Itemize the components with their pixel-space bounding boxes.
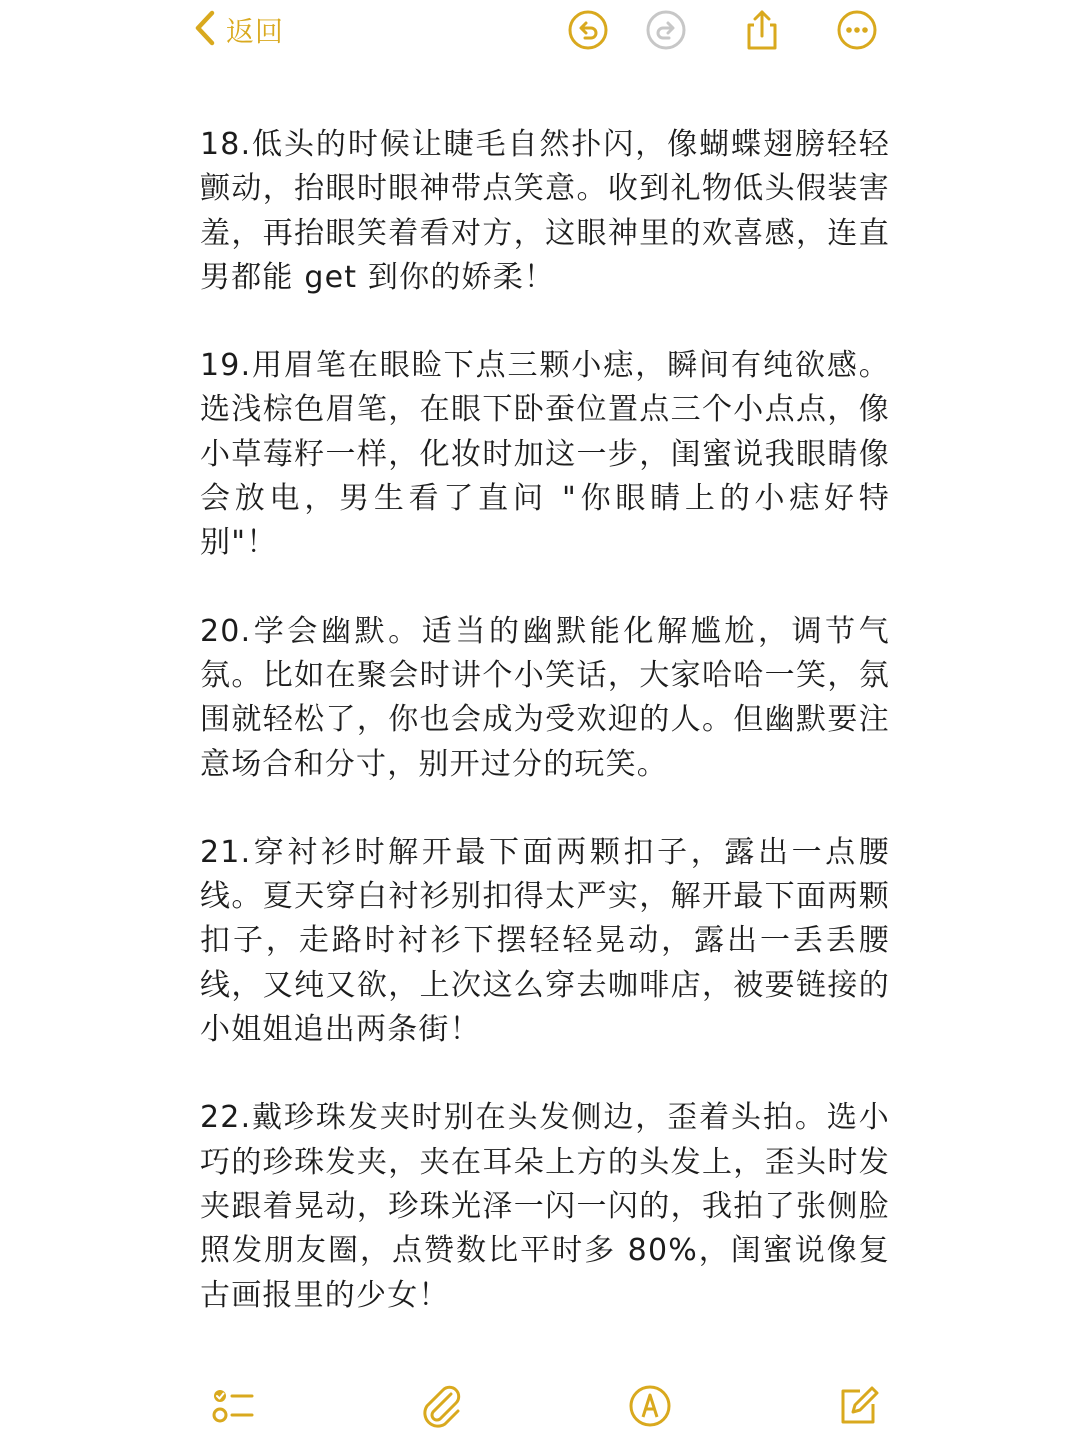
compose-icon[interactable] [834,1382,882,1430]
undo-icon[interactable] [566,8,610,52]
back-button[interactable] [192,8,284,52]
bottom-toolbar [0,1380,1080,1436]
checklist-icon[interactable] [208,1382,256,1430]
note-body[interactable] [200,123,890,1362]
top-toolbar [0,0,1080,60]
redo-icon[interactable] [644,8,688,52]
note-paragraph: 21.穿衬衫时解开最下面两颗扣子，露出一点腰线。夏天穿白衬衫别扣得太严实，解开最下面两颗扣子，走路时衬衫下摆轻轻晃动，露出一丢丢腰线，又纯又欲，上次这么穿去咖啡店，被要链接的小姐姐追出两条街！ [200,834,890,1048]
more-icon[interactable] [835,8,879,52]
chevron-left-icon [192,8,218,52]
note-paragraph: 19.用眉笔在眼睑下点三颗小痣，瞬间有纯欲感。选浅棕色眉笔，在眼下卧蚕位置点三个小点点，像小草莓籽一样，化妆时加这一步，闺蜜说我眼睛像会放电，男生看了直问 "你眼睛上的小痣好特别"！ [200,348,890,561]
markup-pen-icon[interactable] [626,1382,674,1430]
attachment-icon[interactable] [418,1382,466,1430]
note-paragraph: 18.低头的时候让睫毛自然扑闪，像蝴蝶翅膀轻轻颤动，抬眼时眼神带点笑意。收到礼物低头假装害羞，再抬眼笑着看对方，这眼神里的欢喜感，连直男都能 get 到你的娇柔！ [200,127,890,295]
share-icon[interactable] [740,8,784,52]
note-paragraph: 22.戴珍珠发夹时别在头发侧边，歪着头拍。选小巧的珍珠发夹，夹在耳朵上方的头发上，歪头时发夹跟着晃动，珍珠光泽一闪一闪的，我拍了张侧脸照发朋友圈，点赞数比平时多 80%，闺蜜说像复古画报里的少女！ [200,1100,890,1313]
note-paragraph: 20.学会幽默。适当的幽默能化解尴尬，调节气氛。比如在聚会时讲个小笑话，大家哈哈一笑，氛围就轻松了，你也会成为受欢迎的人。但幽默要注意场合和分寸，别开过分的玩笑。 [200,613,890,782]
back-label: 返回 [226,15,285,48]
